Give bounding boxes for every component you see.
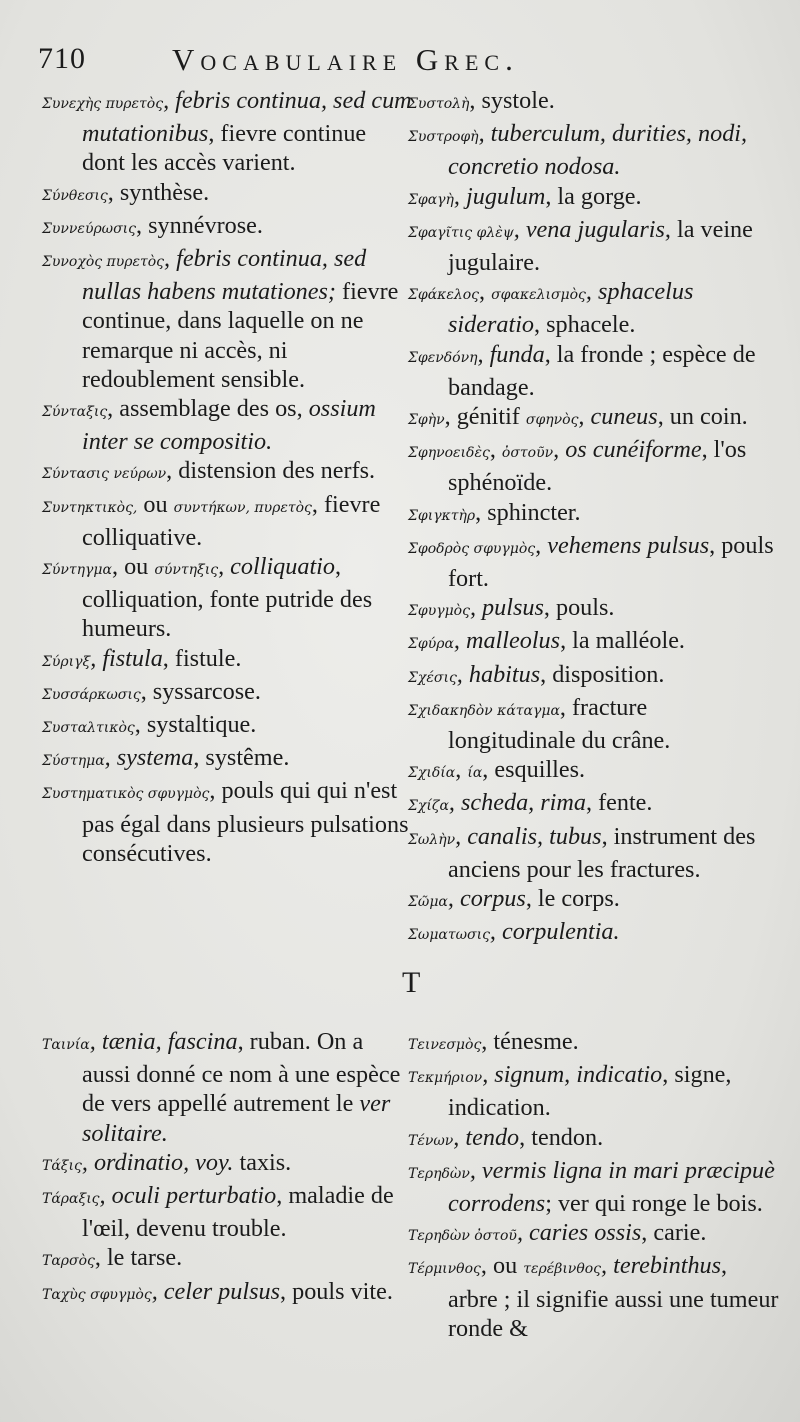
greek-headword: Σύντηγμα [42,562,112,579]
greek-variant: συντήκων, πυρετὸς [173,499,312,516]
page-header [38,38,788,88]
french-gloss: taxis. [233,1148,292,1176]
greek-headword: Σφαγὴ [408,191,454,208]
greek-headword: Σφύρα [408,636,454,653]
dictionary-entry [408,86,780,119]
french-gloss: , génitif [444,403,526,431]
french-gloss: , systême. [193,744,290,772]
latin-term: , sphacelus sideratio [448,278,694,339]
french-gloss: , pouls vite. [280,1277,393,1305]
french-gloss: ou [137,490,174,518]
dictionary-entry [42,1243,412,1276]
dictionary-entry [42,178,412,211]
french-gloss: , ou [111,553,155,581]
french-gloss: , synnévrose. [136,211,263,239]
greek-headword: Σῶμα [408,894,448,911]
dictionary-entry [408,277,780,339]
french-gloss: , la gorge. [545,182,642,210]
greek-headword: Ταχὺς σφυγμὸς [42,1286,152,1303]
dictionary-entry [42,644,412,677]
latin-term: , corpus [447,885,526,913]
french-gloss: , distension des nerfs. [166,457,376,485]
greek-headword: Συντηκτικὸς, [42,499,138,516]
dictionary-entry [408,822,780,884]
latin-term: , cuneus [578,403,658,431]
greek-headword: Συστολὴ [408,96,470,112]
french-gloss: , la malléole. [560,627,685,655]
french-gloss: , esquilles. [482,756,586,784]
french-gloss: , systole. [469,87,555,114]
dictionary-entry [42,677,412,710]
bottom-left-column [42,1027,412,1310]
french-gloss: , instrument des anciens pour les fractures. [448,822,756,883]
greek-headword: Σφιγκτὴρ [408,507,476,524]
dictionary-entry [408,1251,780,1343]
greek-variant: τερέβινθος [523,1261,602,1278]
french-gloss: , fievre colliquative. [82,490,381,551]
greek-headword: Ταινία [42,1037,90,1053]
dictionary-entry [408,1060,780,1122]
dictionary-entry [408,402,780,435]
french-gloss: , fistule. [162,644,242,672]
latin-term: , signum, indicatio [482,1061,663,1089]
dictionary-entry [408,215,780,277]
greek-headword: Συστροφὴ [408,129,479,146]
dictionary-entry [408,693,780,755]
dictionary-entry [408,626,780,659]
latin-term: , systema [104,744,194,772]
dictionary-entry [408,884,780,917]
greek-headword: Συνοχὸς πυρετὸς [42,254,165,271]
latin-term: , tuberculum, durities, nodi, concretio nodosa. [448,120,748,181]
french-gloss: , syssarcose. [140,677,261,705]
bottom-right-column [408,1027,780,1343]
greek-headword: Σωματωσις [408,927,490,944]
greek-headword: Σφενδόνη [408,349,478,366]
french-gloss: , systaltique. [134,711,257,739]
latin-term: , celer pulsus [151,1277,280,1305]
latin-term: , canalis, tubus [455,822,602,850]
french-gloss: , tendon. [519,1123,604,1151]
french-gloss: , le tarse. [94,1244,183,1272]
greek-variant: ὀστοῦν [501,445,554,462]
dictionary-entry [42,1277,412,1310]
dictionary-entry [408,1027,780,1060]
greek-headword: Σφυγμὸς [408,603,470,620]
latin-term: , habitus [456,660,541,688]
french-gloss: , colliquation, fonte putride des humeurs. [82,553,373,643]
french-gloss: , fracture longitudinale du crâne. [448,693,671,755]
greek-headword: Τάξις [42,1157,82,1174]
french-gloss: , l'os sphénoïde. [448,436,747,497]
dictionary-entry [42,456,412,489]
dictionary-entry [408,340,780,402]
greek-headword: Σφοδρὸς σφυγμὸς [408,540,536,557]
greek-headword: Σχέσις [408,669,457,686]
greek-headword: Σύστημα [42,753,105,770]
dictionary-entry [408,593,780,626]
dictionary-entry [408,755,780,788]
dictionary-entry [42,211,412,244]
dictionary-entry [408,1123,780,1156]
french-gloss: la veine jugulaire. [448,215,753,277]
dictionary-entry [42,776,412,868]
greek-headword: Τεινεσμὸς [408,1037,482,1053]
dictionary-entry [42,86,412,178]
latin-term: ossium inter se compositio. [82,395,376,456]
greek-variant: σφακελισμὸς [491,287,586,304]
dictionary-entry [42,710,412,743]
latin-term: , vena jugularis, [513,215,671,243]
greek-headword: Σφηνοειδὲς [408,445,490,462]
french-gloss: , carie. [641,1219,707,1247]
french-gloss: , ténesme. [481,1028,579,1055]
latin-term: , tendo [453,1123,520,1151]
dictionary-entry [408,660,780,693]
greek-headword: Σύριγξ [42,653,91,670]
latin-term: , jugulum [453,182,546,210]
greek-headword: Σύντασις νεύρων [42,466,167,483]
french-gloss: , sphacele. [534,311,636,339]
latin-term: , colliquatio [218,553,335,581]
running-title: Vocabulaire Grec. [172,42,519,77]
greek-headword: Συστηματικὸς σφυγμὸς [42,786,210,803]
dictionary-entry [408,119,780,181]
french-gloss: , fievre continue dont les accès varient. [82,120,367,177]
french-gloss: fievre continue, dans laquelle on ne remarque ni accès, ni redoublement sensible. [82,278,399,393]
dictionary-entry [42,743,412,776]
greek-headword: Σφάκελος [408,287,479,304]
greek-headword: Τάραξις [42,1191,100,1208]
greek-headword: Τένων [408,1132,454,1149]
greek-headword: Σχίζα [408,798,449,815]
french-gloss: , [489,436,502,464]
french-gloss: , assemblage des os, [107,395,309,423]
dictionary-entry [408,435,780,497]
latin-term: , scheda, rima [448,789,586,817]
french-gloss: , arbre ; il signifie aussi une tumeur ronde & [448,1252,779,1342]
french-gloss: , [479,278,492,306]
latin-term: , corpulentia. [489,918,620,946]
greek-headword: Ταρσὸς [42,1253,95,1270]
latin-term: , fistula [90,644,163,672]
french-gloss: , pouls fort. [448,531,774,593]
greek-headword: Σύνθεσις [42,187,108,204]
latin-term: , funda [477,340,545,368]
latin-term: ver solitaire. [82,1090,391,1147]
greek-headword: Συνεχὴς πυρετὸς [42,96,164,112]
dictionary-entry [42,552,412,644]
greek-variant: σύντηξις [154,562,219,579]
french-gloss: , pouls. [543,594,615,622]
top-right-column [408,86,780,950]
french-gloss: , le corps. [525,885,620,913]
latin-term: , vermis ligna in mari præcipuè corrodens [448,1156,775,1218]
dictionary-entry [42,1027,412,1148]
latin-term: , ordinatio, voy. [81,1148,234,1176]
latin-term: , febris continua, sed nullas habens mutationes; [82,245,367,306]
greek-headword: Σχιδακηδὸν κάταγμα [408,702,560,719]
latin-term: , oculi perturbatio [99,1182,277,1210]
greek-headword: Σφὴν [408,412,445,429]
greek-variant: σφηνὸς [525,412,579,429]
greek-headword: Συσσάρκωσις [42,686,141,703]
top-left-column [42,86,412,868]
french-gloss: , fente. [585,789,653,817]
latin-term: , caries ossis [516,1219,642,1247]
dictionary-entry [42,1181,412,1243]
french-gloss: , [455,756,468,784]
dictionary-entry [408,498,780,531]
page-number: 710 [38,42,86,75]
latin-term: , febris continua, sed cum mutationibus [82,87,412,148]
greek-headword: Τερηδὼν ὀστοῦ [408,1228,517,1245]
dictionary-entry [42,1148,412,1181]
dictionary-entry [408,917,780,950]
french-gloss: , ruban. On a aussi donné ce nom à une espèce de vers appellé autrement le [82,1028,401,1118]
dictionary-entry [42,490,412,552]
section-letter: T [402,966,421,999]
french-gloss: , synthèse. [107,178,210,206]
latin-term: , terebinthus [601,1252,722,1280]
dictionary-entry [42,244,412,394]
latin-term: , pulsus [469,594,544,622]
french-gloss: , disposition. [540,660,665,688]
dictionary-entry [408,1218,780,1251]
french-gloss: , pouls qui qui n'est pas égal dans plusieurs pulsations consécutives. [82,777,409,867]
french-gloss: , maladie de l'œil, devenu trouble. [82,1182,394,1243]
greek-variant: ία [467,765,483,782]
french-gloss: , la fronde ; espèce de bandage. [448,340,756,401]
greek-headword: Σύνταξις [42,404,108,421]
greek-headword: Συννεύρωσις [42,220,136,237]
dictionary-entry [408,182,780,215]
greek-headword: Τερηδὼν [408,1165,470,1182]
latin-term: , os cunéiforme [553,436,702,464]
greek-headword: Τεκμήριον [408,1070,483,1087]
latin-term: , tænia, fascina [89,1028,238,1055]
greek-headword: Σφαγῖτις φλὲψ [408,224,514,241]
dictionary-entry [408,788,780,821]
dictionary-entry [42,394,412,456]
greek-headword: Συσταλτικὸς [42,720,135,737]
dictionary-entry [408,1156,780,1218]
french-gloss: , ou [480,1252,524,1280]
latin-term: , malleolus [453,627,561,655]
french-gloss: , sphincter. [475,498,581,526]
greek-headword: Τέρμινθος [408,1261,481,1278]
french-gloss: ; ver qui ronge le bois. [545,1190,763,1218]
greek-headword: Σχιδία [408,765,456,782]
latin-term: , vehemens pulsus [535,531,710,559]
greek-headword: Σωλὴν [408,831,456,848]
french-gloss: , signe, indication. [448,1061,732,1122]
dictionary-entry [408,531,780,593]
french-gloss: , un coin. [657,403,748,431]
